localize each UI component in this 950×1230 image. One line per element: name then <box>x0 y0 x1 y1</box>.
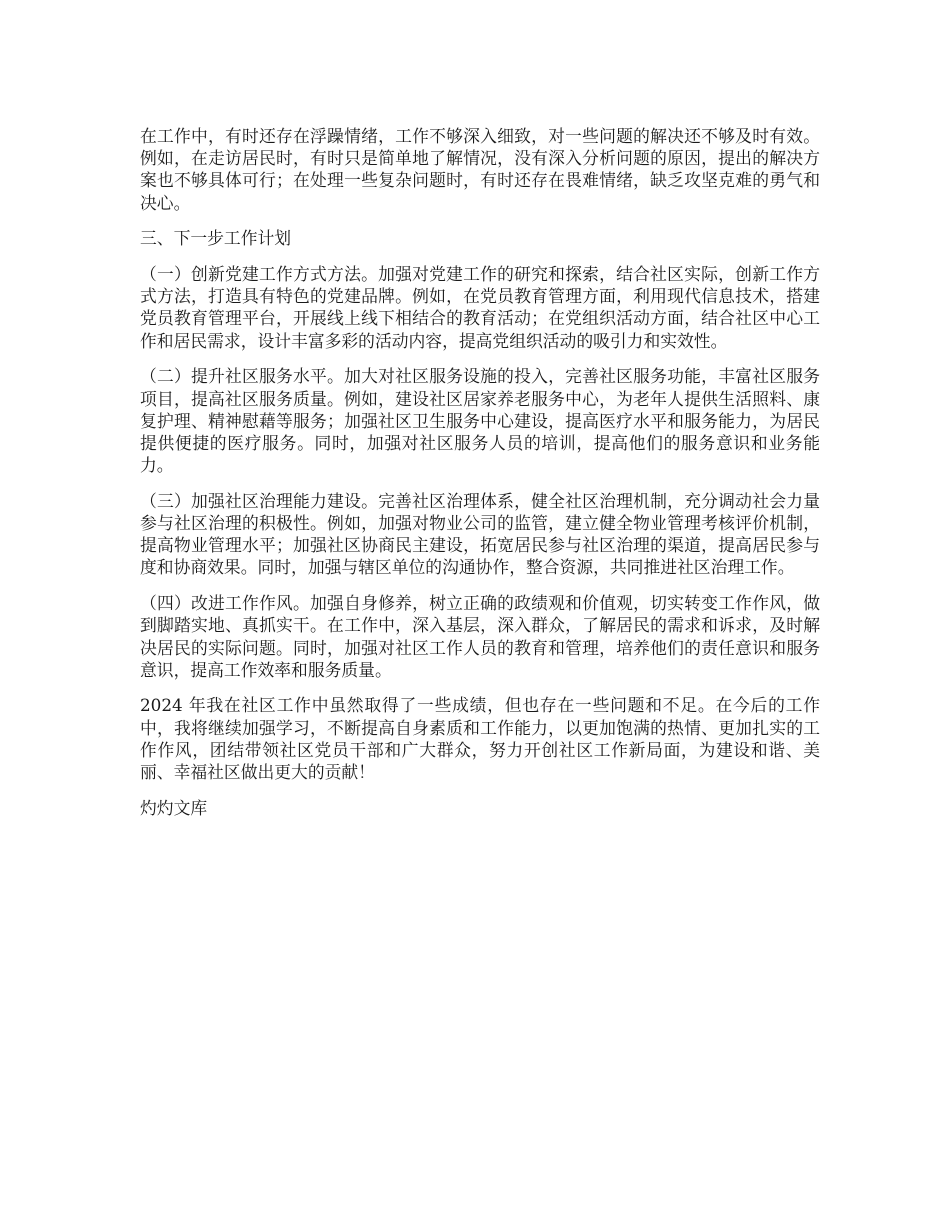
paragraph-plan-1: （一）创新党建工作方式方法。加强对党建工作的研究和探索，结合社区实际，创新工作方式方法，打造具有特色的党建品牌。例如，在党员教育管理方面，利用现代信息技术，搭建党员教育管理平台，开展线上线下相结合的教育活动；在党组织活动方面，结合社区中心工作和居民需求，设计丰富多彩的活动内容，提高党组织活动的吸引力和实效性。 <box>140 264 820 351</box>
paragraph-plan-4: （四）改进工作作风。加强自身修养，树立正确的政绩观和价值观，切实转变工作作风，做到脚踏实地、真抓实干。在工作中，深入基层，深入群众，了解居民的需求和诉求，及时解决居民的实际问题。同时，加强对社区工作人员的教育和管理，培养他们的责任意识和服务意识，提高工作效率和服务质量。 <box>140 593 820 680</box>
source-label: 灼灼文库 <box>140 797 208 818</box>
document-page <box>140 125 820 832</box>
paragraph-problems: 在工作中，有时还存在浮躁情绪，工作不够深入细致，对一些问题的解决还不够及时有效。例如，在走访居民时，有时只是简单地了解情况，没有深入分析问题的原因，提出的解决方案也不够具体可行；在处理一些复杂问题时，有时还存在畏难情绪，缺乏攻坚克难的勇气和决心。 <box>140 126 820 213</box>
paragraph-conclusion: 2024 年我在社区工作中虽然取得了一些成绩，但也存在一些问题和不足。在今后的工作中，我将继续加强学习，不断提高自身素质和工作能力，以更加饱满的热情、更加扎实的工作作风，团结带领社区党员干部和广大群众，努力开创社区工作新局面，为建设和谐、美丽、幸福社区做出更大的贡献！ <box>140 695 820 783</box>
paragraph-plan-3: （三）加强社区治理能力建设。完善社区治理体系，健全社区治理机制，充分调动社会力量参与社区治理的积极性。例如，加强对物业公司的监管，建立健全物业管理考核评价机制，提高物业管理水平；加强社区协商民主建设，拓宽居民参与社区治理的渠道，提高居民参与度和协商效果。同时，加强与辖区单位的沟通协作，整合资源，共同推进社区治理工作。 <box>140 490 820 578</box>
paragraph-plan-2: （二）提升社区服务水平。加大对社区服务设施的投入，完善社区服务功能，丰富社区服务项目，提高社区服务质量。例如，建设社区居家养老服务中心，为老年人提供生活照料、康复护理、精神慰藉等服务；加强社区卫生服务中心建设，提高医疗水平和服务能力，为居民提供便捷的医疗服务。同时，加强对社区服务人员的培训，提高他们的服务意识和业务能力。 <box>140 366 820 476</box>
section-heading-next-plan: 三、下一步工作计划 <box>140 228 292 249</box>
